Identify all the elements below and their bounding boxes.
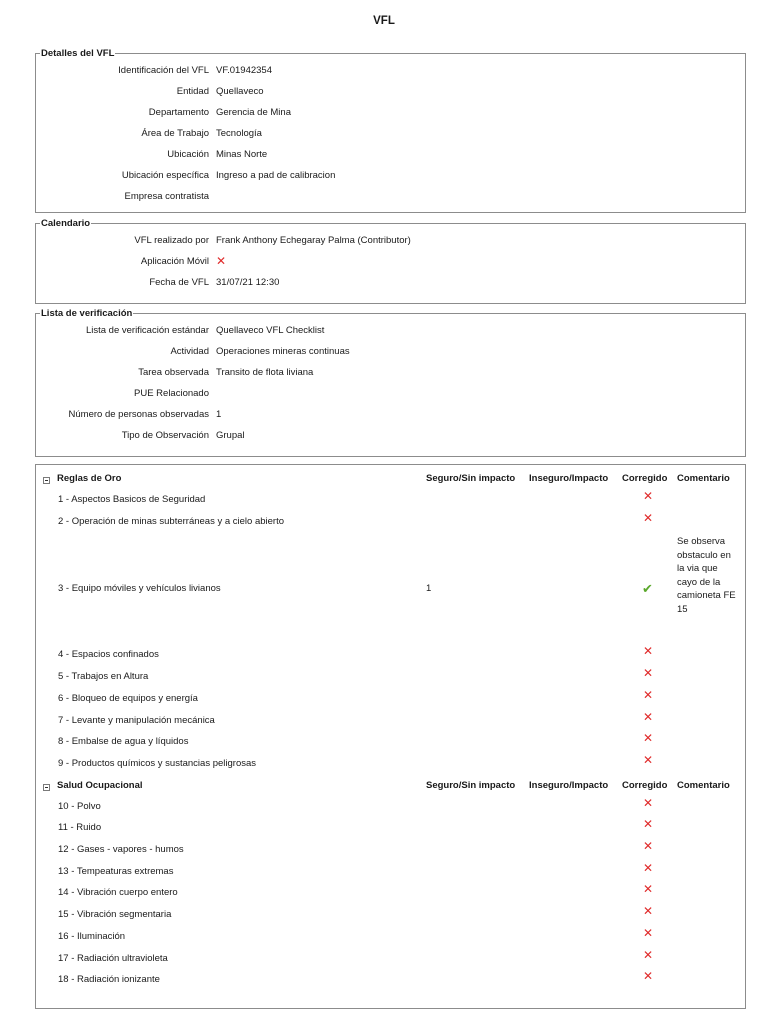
group-name: Reglas de Oro (57, 473, 122, 484)
field-value: Ingreso a pad de calibracion (216, 170, 336, 181)
cross-icon: ✕ (643, 731, 654, 746)
field-row-fecha-de-vfl (36, 273, 745, 294)
collapse-toggle-icon[interactable] (43, 784, 50, 791)
cross-icon: ✕ (643, 666, 654, 681)
cross-icon: ✕ (643, 752, 654, 767)
field-row-identificacion-del-vfl (36, 61, 745, 82)
field-label: Actividad (170, 346, 209, 357)
field-label: Número de personas observadas (68, 409, 209, 420)
field-value: Tecnología (216, 128, 262, 139)
table-row[interactable] (36, 949, 745, 971)
field-row-ubicacion-especifica (36, 166, 745, 187)
field-label: Tipo de Observación (121, 430, 209, 441)
item-label: 5 - Trabajos en Altura (58, 671, 149, 683)
column-header-comment: Comentario (677, 473, 730, 484)
field-row-empresa-contratista (36, 187, 745, 208)
table-row[interactable] (36, 818, 745, 840)
comment-text: Se observa obstaculo en la via que cayo de la camioneta FE 15 (677, 536, 736, 615)
field-label: PUE Relacionado (134, 388, 209, 399)
table-row[interactable] (36, 862, 745, 884)
field-row-ubicacion (36, 145, 745, 166)
field-row-area-de-trabajo (36, 124, 745, 145)
cross-icon: ✕ (643, 510, 654, 525)
field-value: Operaciones mineras continuas (216, 346, 350, 357)
cross-icon: ✕ (643, 709, 654, 724)
cross-icon: ✕ (643, 839, 654, 853)
item-label: 3 - Equipo móviles y vehículos livianos (58, 583, 221, 595)
table-row[interactable] (36, 970, 745, 992)
table-row[interactable] (36, 645, 745, 667)
checklist-fields (36, 319, 745, 447)
item-label: 4 - Espacios confinados (58, 649, 159, 661)
field-row-numero-de-personas-observadas (36, 405, 745, 426)
field-label: VFL realizado por (134, 235, 209, 246)
item-label: 8 - Embalse de agua y líquidos (58, 736, 189, 748)
table-row[interactable] (36, 512, 745, 534)
field-value: Quellaveco (216, 86, 264, 97)
item-label: 1 - Aspectos Basicos de Seguridad (58, 494, 206, 505)
check-icon: ✔ (642, 581, 653, 597)
column-header-safe: Seguro/Sin impacto (426, 473, 516, 484)
field-value: Quellaveco VFL Checklist (216, 325, 325, 336)
field-row-vfl-realizado-por (36, 231, 745, 252)
field-label: Aplicación Móvil (140, 256, 209, 267)
cross-icon: ✕ (643, 882, 654, 897)
column-header-unsafe: Inseguro/Impacto (529, 473, 609, 484)
field-row-actividad (36, 342, 745, 363)
item-label: 15 - Vibración segmentaria (58, 909, 172, 921)
table-row[interactable] (36, 667, 745, 689)
field-label: Fecha de VFL (149, 277, 209, 288)
field-row-pue-relacionado (36, 384, 745, 405)
checklist-legend: Lista de verificación (41, 308, 133, 319)
field-label: Identificación del VFL (118, 65, 209, 76)
item-label: 12 - Gases - vapores - humos (58, 844, 184, 855)
field-row-aplicacion-movil (36, 252, 745, 273)
field-label: Tarea observada (138, 367, 209, 378)
table-row[interactable] (36, 754, 745, 776)
table-row[interactable] (36, 732, 745, 754)
column-header-safe: Seguro/Sin impacto (426, 779, 516, 791)
cross-icon: ✕ (216, 254, 227, 268)
details-fields (36, 59, 745, 208)
cross-icon: ✕ (643, 925, 654, 940)
table-row[interactable] (36, 689, 745, 711)
table-row[interactable] (36, 927, 745, 949)
group-header-reglas-de-oro (36, 469, 745, 491)
calendar-legend: Calendario (41, 218, 91, 229)
item-label: 9 - Productos químicos y sustancias peligrosas (58, 757, 257, 769)
cross-icon: ✕ (643, 644, 654, 659)
field-value: Gerencia de Mina (216, 107, 291, 118)
cross-icon: ✕ (643, 795, 654, 810)
field-value: Frank Anthony Echegaray Palma (Contributor) (216, 235, 411, 246)
cross-icon: ✕ (643, 687, 654, 702)
table-row[interactable] (36, 883, 745, 905)
field-row-tarea-observada (36, 363, 745, 384)
field-value: Grupal (216, 430, 245, 441)
item-label: 6 - Bloqueo de equipos y energía (58, 692, 198, 704)
item-label: 11 - Ruido (58, 822, 102, 834)
field-label: Ubicación (167, 149, 209, 160)
field-value: Transito de flota liviana (216, 367, 314, 378)
item-label: 2 - Operación de minas subterráneas y a cielo abierto (58, 515, 285, 527)
item-label: 18 - Radiación ionizante (58, 974, 160, 986)
field-label: Ubicación específica (121, 170, 209, 181)
column-header-corrected: Corregido (622, 473, 668, 484)
calendar-fields (36, 229, 745, 294)
calendar-section (35, 218, 746, 304)
column-header-unsafe: Inseguro/Impacto (529, 779, 609, 791)
group-name: Salud Ocupacional (57, 779, 143, 791)
details-section (35, 48, 746, 213)
details-legend: Detalles del VFL (41, 48, 115, 59)
item-label: 7 - Levante y manipulación mecánica (58, 714, 215, 726)
checklist-section (35, 308, 746, 457)
field-label: Empresa contratista (124, 191, 209, 202)
field-row-tipo-de-observacion (36, 426, 745, 447)
field-row-lista-de-verificacion-estandar (36, 321, 745, 342)
field-label: Departamento (148, 107, 209, 118)
cross-icon: ✕ (643, 969, 654, 984)
field-value: 31/07/21 12:30 (216, 277, 280, 288)
item-label: 10 - Polvo (58, 800, 101, 812)
cross-icon: ✕ (643, 860, 654, 875)
checklist-grid[interactable] (35, 464, 746, 1009)
table-row[interactable] (36, 711, 745, 733)
item-label: 14 - Vibración cuerpo entero (58, 887, 178, 899)
collapse-toggle-icon[interactable] (43, 477, 50, 484)
column-header-corrected: Corregido (622, 779, 668, 791)
safe-count: 1 (426, 583, 432, 595)
field-label: Entidad (176, 86, 209, 97)
table-row[interactable] (36, 905, 745, 927)
field-value: Minas Norte (216, 149, 268, 160)
page-title: VFL (373, 15, 395, 27)
item-label: 13 - Tempeaturas extremas (58, 865, 174, 877)
field-label: Lista de verificación estándar (85, 325, 209, 336)
field-value: 1 (216, 409, 222, 420)
item-label: 16 - Iluminación (58, 930, 126, 942)
column-header-comment: Comentario (677, 779, 730, 791)
cross-icon: ✕ (643, 817, 654, 832)
item-label: 17 - Radiación ultravioleta (58, 952, 168, 964)
table-row[interactable] (36, 533, 745, 645)
field-row-departamento (36, 103, 745, 124)
cross-icon: ✕ (643, 904, 654, 919)
group-header-salud-ocupacional (36, 776, 745, 798)
table-row[interactable] (36, 840, 745, 862)
table-row[interactable] (36, 797, 745, 819)
field-value: VF.01942354 (216, 65, 272, 76)
cross-icon: ✕ (643, 489, 654, 503)
table-row[interactable] (36, 490, 745, 512)
field-row-entidad (36, 82, 745, 103)
cross-icon: ✕ (643, 947, 654, 962)
field-label: Área de Trabajo (141, 128, 209, 139)
